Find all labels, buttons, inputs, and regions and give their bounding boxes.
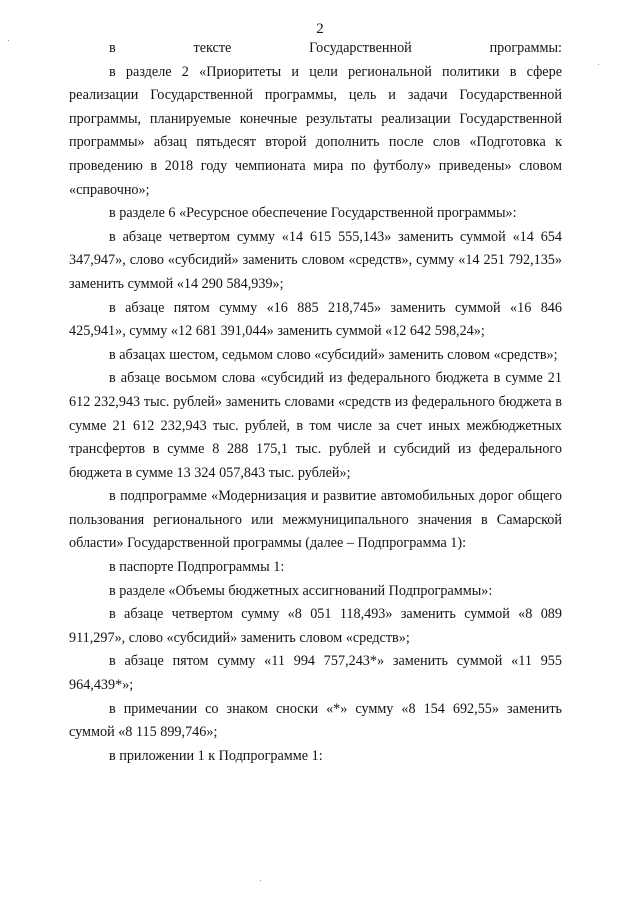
paragraph-11: в абзаце четвертом сумму «8 051 118,493» заменить суммой «8 089 911,297», слово «субсидий» заменить словом «средств»;	[69, 606, 562, 646]
document-body	[69, 37, 562, 768]
paragraph-6: в абзацах шестом, седьмом слово «субсидий» заменить словом «средств»;	[109, 346, 558, 363]
scan-speck	[598, 64, 599, 65]
paragraph-12: в абзаце пятом сумму «11 994 757,243*» заменить суммой «11 955 964,439*»;	[69, 653, 562, 694]
paragraph-7: в абзаце восьмом слова «субсидий из федерального бюджета в сумме 21 612 232,943 тыс. рублей» заменить словами «средств из федерального бюджета в сумме 21 612 232,943 тыс. рублей, в том числе за счет иных межбюджетных трансфертов в сумме 8 288 175,1 тыс. рублей и субсидий из федерального бюджета в сумме 13 324 057,843 тыс. рублей»;	[69, 370, 562, 481]
paragraph-13: в примечании со знаком сноски «*» сумму «8 154 692,55» заменить суммой «8 115 899,746»;	[69, 700, 562, 741]
paragraph-1: в тексте Государственной программы:	[109, 40, 562, 56]
page-number: 2	[316, 21, 324, 37]
paragraph-2: в разделе 2 «Приоритеты и цели региональной политики в сфере реализации Государственной программы, цель и задачи Государственной программы, планируемые конечные результаты реализации Государственной программы» абзац пятьдесят второй дополнить после слов «Подготовка к проведению в 2018 году чемпионата мира по футболу» приведены» словом «справочно»;	[69, 63, 562, 198]
paragraph-14: в приложении 1 к Подпрограмме 1:	[109, 747, 323, 764]
scan-speck	[8, 40, 9, 41]
paragraph-4: в абзаце четвертом сумму «14 615 555,143» заменить суммой «14 654 347,947», слово «субсидий» заменить словом «средств», сумму «14 251 792,135» заменить суммой «14 290 584,939»;	[69, 228, 562, 292]
paragraph-5: в абзаце пятом сумму «16 885 218,745» заменить суммой «16 846 425,941», сумму «12 681 391,044» заменить суммой «12 642 598,24»;	[69, 299, 562, 340]
paragraph-8: в подпрограмме «Модернизация и развитие автомобильных дорог общего пользования регионального или межмуниципального значения в Самарской области» Государственной программы (далее – Подпрограмма 1):	[69, 488, 562, 552]
paragraph-3: в разделе 6 «Ресурсное обеспечение Государственной программы»:	[109, 205, 517, 222]
paragraph-10: в разделе «Объемы бюджетных ассигнований Подпрограммы»:	[109, 582, 493, 599]
paragraph-9: в паспорте Подпрограммы 1:	[109, 559, 285, 576]
scan-speck	[260, 880, 261, 881]
